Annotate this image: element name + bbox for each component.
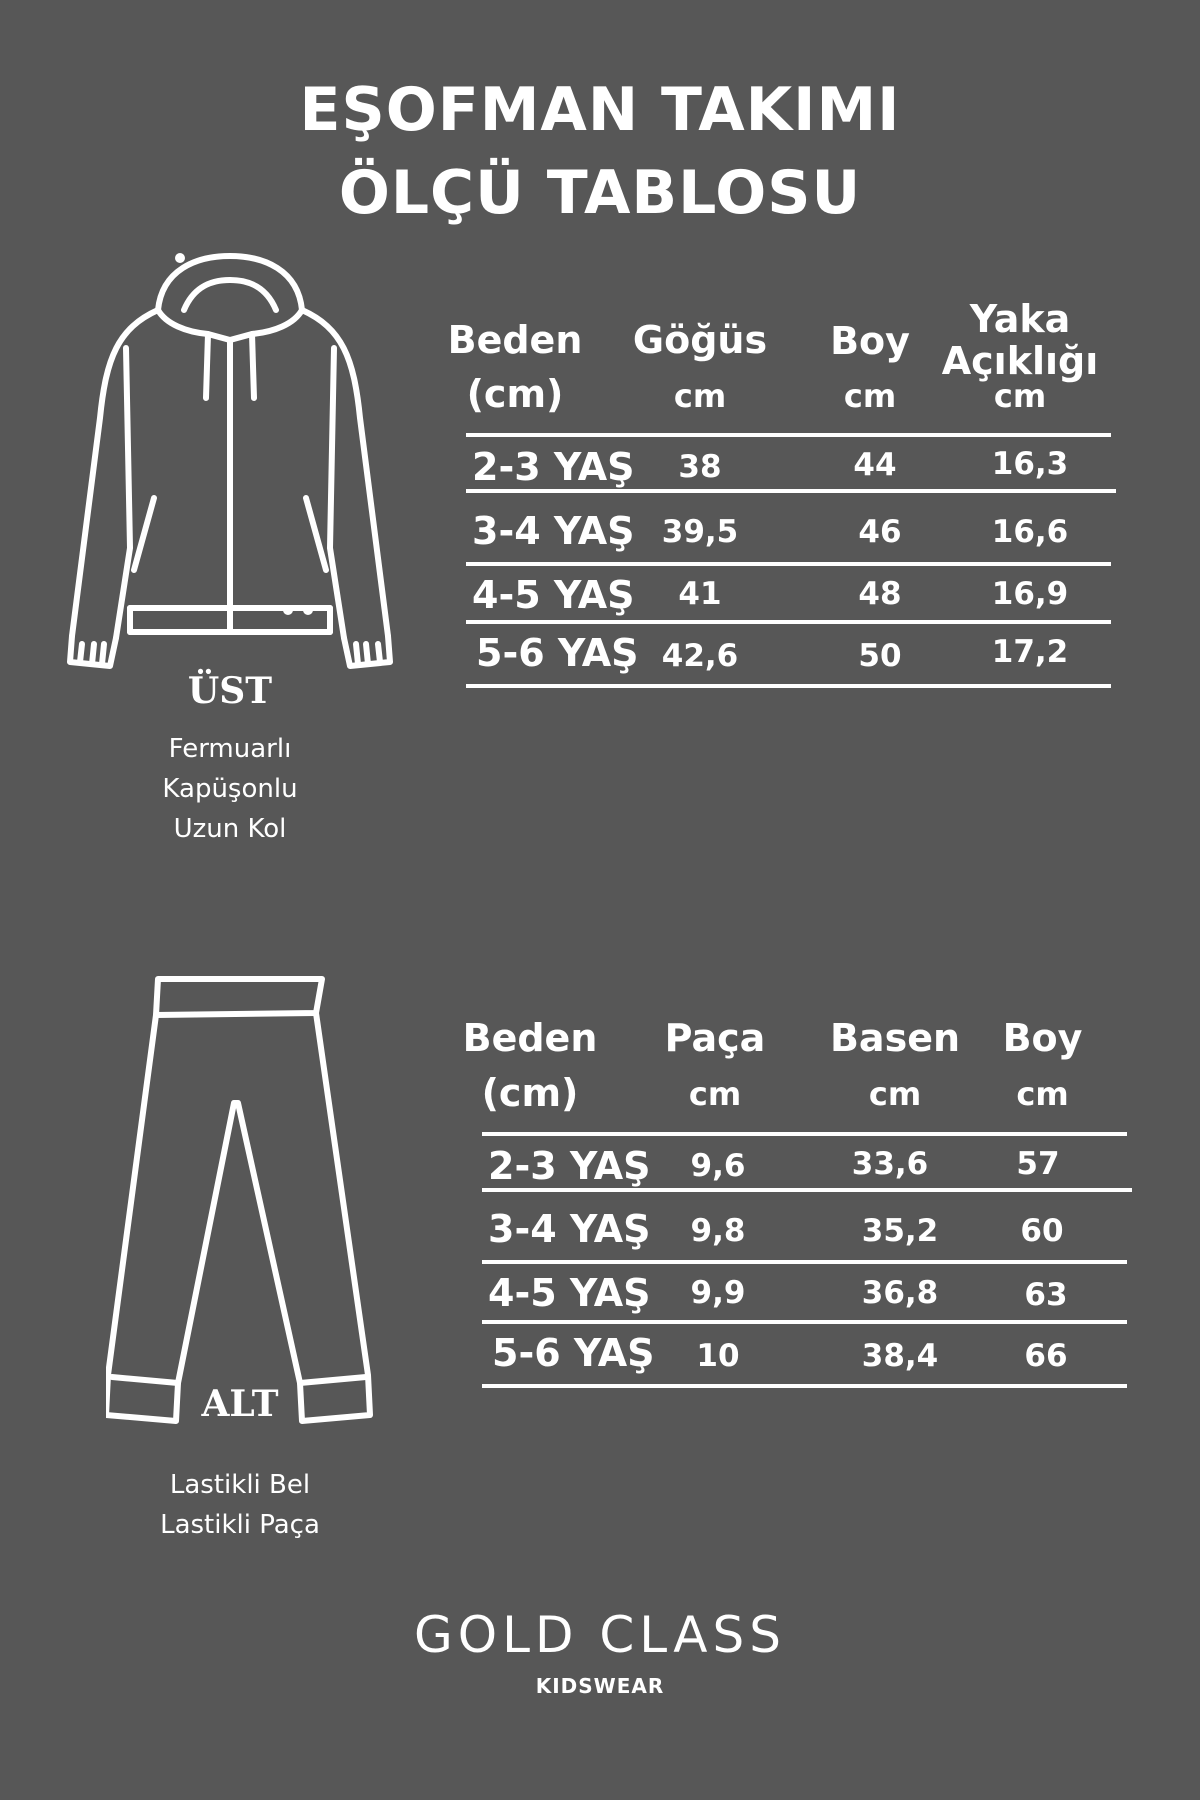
brand-logo: GOLD CLASS (414, 1606, 786, 1664)
value-cell: 42,6 (661, 638, 739, 674)
top-header-beden-unit: (cm) (466, 372, 564, 416)
value-cell: 17,2 (991, 634, 1069, 670)
value-cell: 39,5 (661, 514, 739, 550)
top-header-yaka-line1: Yaka (969, 297, 1071, 341)
bottom-header-basen-unit: cm (868, 1075, 922, 1113)
bottom-header-paca-unit: cm (688, 1075, 742, 1113)
table-divider (466, 489, 1116, 493)
value-cell: 16,3 (991, 446, 1069, 482)
bottom-description-line: Lastikli Bel (169, 1470, 311, 1500)
table-divider (482, 1188, 1132, 1192)
value-cell: 16,6 (991, 514, 1069, 550)
top-header-gogus-unit: cm (673, 377, 727, 415)
size-cell: 3-4 YAŞ (488, 1207, 651, 1251)
bottom-description (110, 1465, 370, 1545)
top-header-yaka-line2: Açıklığı (941, 339, 1099, 383)
top-description-line: Uzun Kol (173, 814, 287, 844)
value-cell: 10 (696, 1338, 740, 1374)
size-cell: 5-6 YAŞ (476, 631, 639, 675)
value-cell: 16,9 (991, 576, 1069, 612)
page-title-line2: ÖLÇÜ TABLOSU (338, 158, 862, 228)
top-header-boy: Boy (830, 319, 910, 363)
bottom-header-basen: Basen (829, 1016, 961, 1060)
value-cell: 9,9 (690, 1275, 746, 1311)
value-cell: 66 (1024, 1338, 1068, 1374)
pants-icon (106, 975, 376, 1430)
table-divider (482, 1384, 1127, 1388)
hoodie-icon (66, 248, 396, 678)
value-cell: 35,2 (861, 1213, 939, 1249)
value-cell: 46 (858, 514, 902, 550)
size-cell: 5-6 YAŞ (492, 1331, 655, 1375)
value-cell: 36,8 (861, 1275, 939, 1311)
table-divider (466, 433, 1111, 437)
bottom-label: ALT (201, 1383, 279, 1425)
top-description-line: Fermuarlı (168, 734, 292, 764)
value-cell: 33,6 (851, 1146, 929, 1182)
size-cell: 2-3 YAŞ (488, 1144, 651, 1188)
top-description (100, 729, 360, 849)
brand-subtitle: KIDSWEAR (535, 1674, 665, 1698)
value-cell: 38,4 (861, 1338, 939, 1374)
table-divider (482, 1260, 1127, 1264)
bottom-header-boy-unit: cm (1016, 1075, 1069, 1113)
value-cell: 57 (1016, 1146, 1060, 1182)
page-title-line1: EŞOFMAN TAKIMI (299, 75, 901, 145)
table-divider (466, 620, 1111, 624)
value-cell: 38 (678, 449, 722, 485)
top-header-yaka-unit: cm (993, 377, 1047, 415)
table-divider (466, 562, 1111, 566)
value-cell: 50 (858, 638, 902, 674)
top-description-line: Kapüşonlu (162, 774, 298, 804)
value-cell: 63 (1024, 1277, 1068, 1313)
bottom-description-line: Lastikli Paça (160, 1510, 320, 1540)
value-cell: 9,8 (690, 1213, 746, 1249)
value-cell: 60 (1020, 1213, 1064, 1249)
value-cell: 9,6 (690, 1148, 746, 1184)
top-label: ÜST (187, 670, 273, 712)
table-divider (482, 1132, 1127, 1136)
value-cell: 41 (678, 576, 722, 612)
top-header-boy-unit: cm (843, 377, 897, 415)
bottom-header-paca: Paça (664, 1016, 766, 1060)
value-cell: 48 (858, 576, 902, 612)
size-cell: 2-3 YAŞ (472, 445, 635, 489)
top-header-gogus: Göğüs (632, 318, 768, 362)
size-cell: 3-4 YAŞ (472, 509, 635, 553)
bottom-header-beden: Beden (462, 1016, 598, 1060)
value-cell: 44 (853, 447, 897, 483)
bottom-header-beden-unit: (cm) (481, 1071, 579, 1115)
bottom-header-boy: Boy (1002, 1016, 1083, 1060)
top-header-beden: Beden (447, 318, 583, 362)
table-divider (482, 1320, 1127, 1324)
size-cell: 4-5 YAŞ (488, 1271, 651, 1315)
size-cell: 4-5 YAŞ (472, 573, 635, 617)
table-divider (466, 684, 1111, 688)
